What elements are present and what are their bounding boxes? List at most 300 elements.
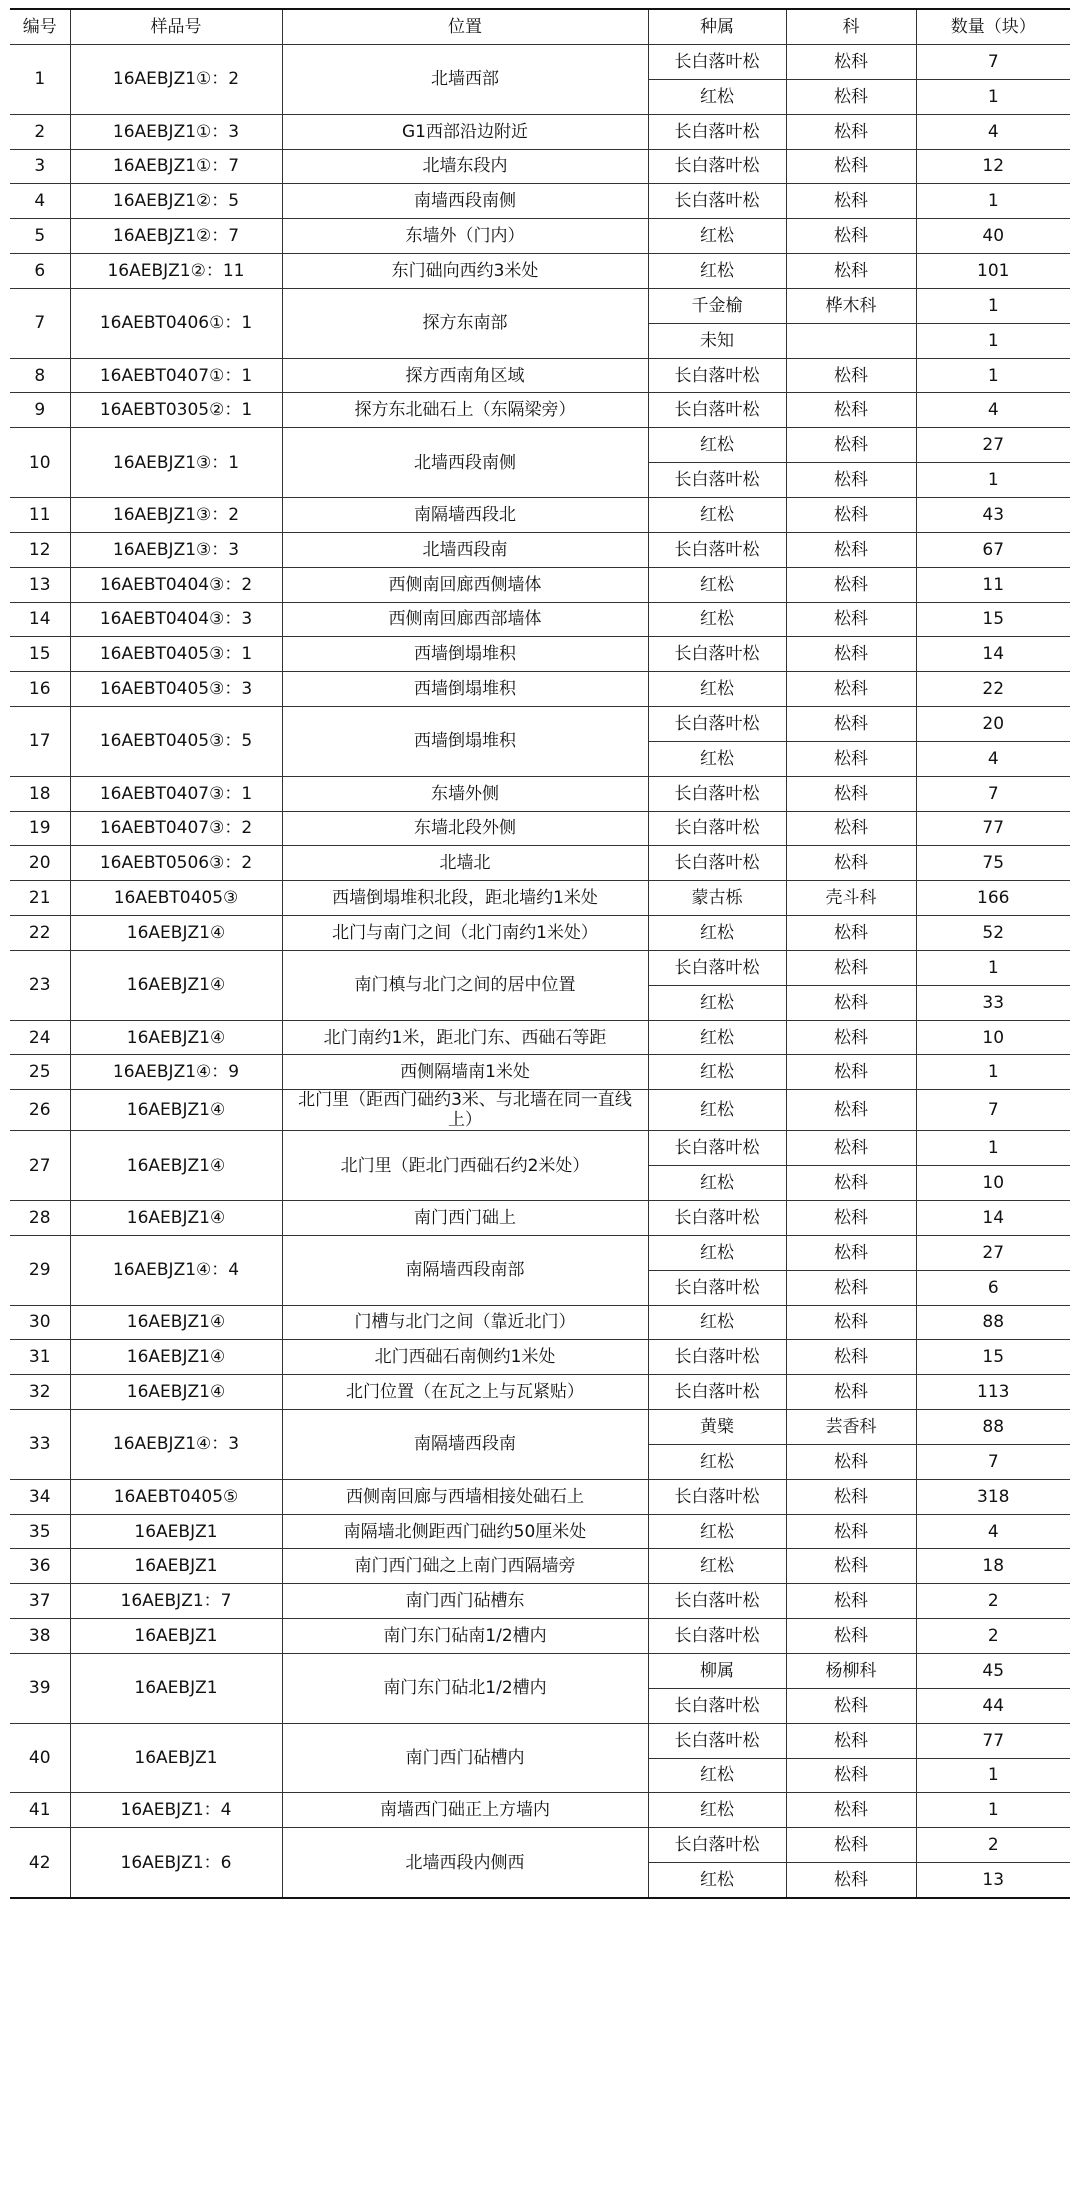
row-number-cell: 1	[10, 45, 70, 115]
header-cell-location: 位置	[282, 9, 648, 45]
sample-id-cell: 16AEBJZ1①：7	[70, 149, 282, 184]
table-row	[10, 1305, 1070, 1340]
species-cell: 长白落叶松	[648, 1479, 786, 1514]
row-number-cell: 4	[10, 184, 70, 219]
table-row	[10, 1055, 1070, 1090]
species-cell: 红松	[648, 672, 786, 707]
location-cell: 北门里（距北门西础石约2米处）	[282, 1131, 648, 1201]
table-row	[10, 1619, 1070, 1654]
count-cell: 15	[916, 602, 1070, 637]
location-cell: 南墙西段南侧	[282, 184, 648, 219]
row-number-cell: 28	[10, 1201, 70, 1236]
family-cell: 松科	[786, 1723, 916, 1758]
table-row	[10, 1584, 1070, 1619]
species-cell: 红松	[648, 79, 786, 114]
count-cell: 10	[916, 1166, 1070, 1201]
table-row	[10, 1020, 1070, 1055]
species-cell: 红松	[648, 1514, 786, 1549]
count-cell: 67	[916, 532, 1070, 567]
count-cell: 1	[916, 323, 1070, 358]
family-cell: 松科	[786, 1166, 916, 1201]
family-cell: 壳斗科	[786, 881, 916, 916]
table-row	[10, 184, 1070, 219]
family-cell: 松科	[786, 1479, 916, 1514]
table-row	[10, 1235, 1070, 1270]
sample-id-cell: 16AEBJZ1	[70, 1723, 282, 1793]
species-cell: 千金榆	[648, 288, 786, 323]
table-body	[10, 45, 1070, 1898]
row-number-cell: 24	[10, 1020, 70, 1055]
table-row	[10, 428, 1070, 463]
count-cell: 2	[916, 1828, 1070, 1863]
sample-id-cell: 16AEBT0406①：1	[70, 288, 282, 358]
family-cell: 松科	[786, 497, 916, 532]
row-number-cell: 37	[10, 1584, 70, 1619]
species-cell: 长白落叶松	[648, 1375, 786, 1410]
table-row	[10, 811, 1070, 846]
location-cell: 南门西门砧槽东	[282, 1584, 648, 1619]
location-cell: 南门东门砧南1/2槽内	[282, 1619, 648, 1654]
count-cell: 4	[916, 114, 1070, 149]
species-cell: 红松	[648, 428, 786, 463]
family-cell: 松科	[786, 219, 916, 254]
family-cell: 松科	[786, 184, 916, 219]
count-cell: 1	[916, 1793, 1070, 1828]
species-cell: 长白落叶松	[648, 184, 786, 219]
table-row	[10, 532, 1070, 567]
family-cell: 松科	[786, 532, 916, 567]
species-cell: 蒙古栎	[648, 881, 786, 916]
family-cell: 松科	[786, 1758, 916, 1793]
location-cell: 南隔墙西段北	[282, 497, 648, 532]
sample-id-cell: 16AEBJZ1	[70, 1514, 282, 1549]
row-number-cell: 7	[10, 288, 70, 358]
count-cell: 11	[916, 567, 1070, 602]
species-cell: 长白落叶松	[648, 463, 786, 498]
family-cell: 松科	[786, 254, 916, 289]
header-cell-sample: 样品号	[70, 9, 282, 45]
count-cell: 7	[916, 45, 1070, 80]
table-row	[10, 1131, 1070, 1166]
species-cell: 红松	[648, 1305, 786, 1340]
table-row	[10, 916, 1070, 951]
table-row	[10, 254, 1070, 289]
sample-id-cell: 16AEBJZ1④：4	[70, 1235, 282, 1305]
family-cell: 松科	[786, 1863, 916, 1898]
species-cell: 长白落叶松	[648, 358, 786, 393]
family-cell: 松科	[786, 45, 916, 80]
count-cell: 2	[916, 1584, 1070, 1619]
family-cell: 松科	[786, 602, 916, 637]
count-cell: 166	[916, 881, 1070, 916]
row-number-cell: 33	[10, 1410, 70, 1480]
count-cell: 14	[916, 637, 1070, 672]
location-cell: 南门西门础上	[282, 1201, 648, 1236]
species-cell: 长白落叶松	[648, 637, 786, 672]
count-cell: 77	[916, 811, 1070, 846]
table-row	[10, 149, 1070, 184]
location-cell: 北门位置（在瓦之上与瓦紧贴）	[282, 1375, 648, 1410]
location-cell: 南隔墙西段南部	[282, 1235, 648, 1305]
count-cell: 4	[916, 1514, 1070, 1549]
family-cell: 芸香科	[786, 1410, 916, 1445]
sample-id-cell: 16AEBT0305②：1	[70, 393, 282, 428]
sample-id-cell: 16AEBJZ1④：9	[70, 1055, 282, 1090]
location-cell: 北门南约1米，距北门东、西础石等距	[282, 1020, 648, 1055]
family-cell: 松科	[786, 358, 916, 393]
sample-id-cell: 16AEBJZ1：4	[70, 1793, 282, 1828]
sample-id-cell: 16AEBT0405③：5	[70, 707, 282, 777]
species-cell: 红松	[648, 1444, 786, 1479]
location-cell: 南门西门础之上南门西隔墙旁	[282, 1549, 648, 1584]
row-number-cell: 13	[10, 567, 70, 602]
table-row	[10, 1514, 1070, 1549]
species-cell: 长白落叶松	[648, 1688, 786, 1723]
species-cell: 长白落叶松	[648, 532, 786, 567]
species-cell: 长白落叶松	[648, 1619, 786, 1654]
family-cell: 松科	[786, 1020, 916, 1055]
count-cell: 1	[916, 1131, 1070, 1166]
count-cell: 15	[916, 1340, 1070, 1375]
species-cell: 黄檗	[648, 1410, 786, 1445]
table-row	[10, 1549, 1070, 1584]
table-row	[10, 776, 1070, 811]
count-cell: 7	[916, 1444, 1070, 1479]
count-cell: 27	[916, 1235, 1070, 1270]
family-cell: 松科	[786, 1305, 916, 1340]
row-number-cell: 19	[10, 811, 70, 846]
row-number-cell: 31	[10, 1340, 70, 1375]
row-number-cell: 36	[10, 1549, 70, 1584]
family-cell	[786, 323, 916, 358]
row-number-cell: 26	[10, 1090, 70, 1131]
family-cell: 松科	[786, 1444, 916, 1479]
location-cell: 北墙西部	[282, 45, 648, 115]
family-cell: 松科	[786, 393, 916, 428]
table-row	[10, 1340, 1070, 1375]
row-number-cell: 23	[10, 950, 70, 1020]
species-cell: 红松	[648, 602, 786, 637]
species-cell: 红松	[648, 1235, 786, 1270]
location-cell: 西侧南回廊西部墙体	[282, 602, 648, 637]
row-number-cell: 18	[10, 776, 70, 811]
table-row	[10, 1479, 1070, 1514]
family-cell: 松科	[786, 428, 916, 463]
family-cell: 松科	[786, 707, 916, 742]
species-cell: 长白落叶松	[648, 776, 786, 811]
family-cell: 杨柳科	[786, 1653, 916, 1688]
family-cell: 松科	[786, 1514, 916, 1549]
row-number-cell: 30	[10, 1305, 70, 1340]
table-row	[10, 1375, 1070, 1410]
species-cell: 红松	[648, 916, 786, 951]
row-number-cell: 22	[10, 916, 70, 951]
location-cell: 南墙西门础正上方墙内	[282, 1793, 648, 1828]
row-number-cell: 29	[10, 1235, 70, 1305]
row-number-cell: 39	[10, 1653, 70, 1723]
family-cell: 松科	[786, 1619, 916, 1654]
location-cell: 南门西门砧槽内	[282, 1723, 648, 1793]
sample-id-cell: 16AEBT0407①：1	[70, 358, 282, 393]
table-row	[10, 672, 1070, 707]
sample-id-cell: 16AEBJZ1④	[70, 950, 282, 1020]
species-cell: 长白落叶松	[648, 1270, 786, 1305]
sample-id-cell: 16AEBJZ1②：7	[70, 219, 282, 254]
table-row	[10, 114, 1070, 149]
sample-id-cell: 16AEBJZ1：6	[70, 1828, 282, 1898]
count-cell: 2	[916, 1619, 1070, 1654]
count-cell: 88	[916, 1410, 1070, 1445]
sample-id-cell: 16AEBJZ1③：1	[70, 428, 282, 498]
table-row	[10, 567, 1070, 602]
family-cell: 桦木科	[786, 288, 916, 323]
location-cell: 西墙倒塌堆积	[282, 672, 648, 707]
location-cell: 西侧南回廊西侧墙体	[282, 567, 648, 602]
family-cell: 松科	[786, 985, 916, 1020]
row-number-cell: 15	[10, 637, 70, 672]
table-row	[10, 602, 1070, 637]
count-cell: 18	[916, 1549, 1070, 1584]
row-number-cell: 41	[10, 1793, 70, 1828]
row-number-cell: 32	[10, 1375, 70, 1410]
species-cell: 红松	[648, 497, 786, 532]
family-cell: 松科	[786, 1375, 916, 1410]
location-cell: 北门里（距西门础约3米、与北墙在同一直线上）	[282, 1090, 648, 1131]
sample-id-cell: 16AEBT0405③	[70, 881, 282, 916]
table-row	[10, 950, 1070, 985]
family-cell: 松科	[786, 776, 916, 811]
species-cell: 柳属	[648, 1653, 786, 1688]
count-cell: 1	[916, 1055, 1070, 1090]
table-row	[10, 1653, 1070, 1688]
count-cell: 20	[916, 707, 1070, 742]
count-cell: 27	[916, 428, 1070, 463]
sample-id-cell: 16AEBJZ1	[70, 1653, 282, 1723]
table-row	[10, 1090, 1070, 1131]
row-number-cell: 12	[10, 532, 70, 567]
location-cell: 西侧南回廊与西墙相接处础石上	[282, 1479, 648, 1514]
header-cell-species: 种属	[648, 9, 786, 45]
count-cell: 43	[916, 497, 1070, 532]
sample-id-cell: 16AEBJZ1③：2	[70, 497, 282, 532]
row-number-cell: 17	[10, 707, 70, 777]
location-cell: 东墙北段外侧	[282, 811, 648, 846]
count-cell: 40	[916, 219, 1070, 254]
family-cell: 松科	[786, 1270, 916, 1305]
sample-id-cell: 16AEBJZ1④	[70, 1305, 282, 1340]
species-cell: 红松	[648, 1055, 786, 1090]
species-cell: 长白落叶松	[648, 1828, 786, 1863]
location-cell: 北墙西段内侧西	[282, 1828, 648, 1898]
species-cell: 红松	[648, 1793, 786, 1828]
species-cell: 长白落叶松	[648, 1131, 786, 1166]
table-row	[10, 288, 1070, 323]
species-cell: 长白落叶松	[648, 846, 786, 881]
family-cell: 松科	[786, 1549, 916, 1584]
header-cell-family: 科	[786, 9, 916, 45]
family-cell: 松科	[786, 1793, 916, 1828]
sample-id-cell: 16AEBT0407③：2	[70, 811, 282, 846]
location-cell: 东墙外（门内）	[282, 219, 648, 254]
species-cell: 红松	[648, 1863, 786, 1898]
count-cell: 1	[916, 184, 1070, 219]
family-cell: 松科	[786, 1201, 916, 1236]
table-row	[10, 1828, 1070, 1863]
species-cell: 长白落叶松	[648, 1723, 786, 1758]
header-row	[10, 9, 1070, 45]
table-row	[10, 1723, 1070, 1758]
table-row	[10, 1793, 1070, 1828]
family-cell: 松科	[786, 846, 916, 881]
family-cell: 松科	[786, 114, 916, 149]
family-cell: 松科	[786, 79, 916, 114]
species-cell: 红松	[648, 1758, 786, 1793]
count-cell: 113	[916, 1375, 1070, 1410]
sample-id-cell: 16AEBT0404③：2	[70, 567, 282, 602]
table-row	[10, 358, 1070, 393]
sample-id-cell: 16AEBJZ1④	[70, 1020, 282, 1055]
count-cell: 318	[916, 1479, 1070, 1514]
table-row	[10, 219, 1070, 254]
location-cell: 西墙倒塌堆积北段，距北墙约1米处	[282, 881, 648, 916]
location-cell: 西墙倒塌堆积	[282, 637, 648, 672]
count-cell: 33	[916, 985, 1070, 1020]
specimen-table	[10, 8, 1070, 1899]
location-cell: 北墙东段内	[282, 149, 648, 184]
family-cell: 松科	[786, 741, 916, 776]
count-cell: 1	[916, 463, 1070, 498]
species-cell: 未知	[648, 323, 786, 358]
sample-id-cell: 16AEBJZ1	[70, 1619, 282, 1654]
count-cell: 1	[916, 79, 1070, 114]
family-cell: 松科	[786, 567, 916, 602]
row-number-cell: 38	[10, 1619, 70, 1654]
row-number-cell: 2	[10, 114, 70, 149]
family-cell: 松科	[786, 811, 916, 846]
sample-id-cell: 16AEBT0404③：3	[70, 602, 282, 637]
row-number-cell: 14	[10, 602, 70, 637]
location-cell: 南隔墙北侧距西门础约50厘米处	[282, 1514, 648, 1549]
table-row	[10, 1410, 1070, 1445]
species-cell: 红松	[648, 567, 786, 602]
count-cell: 44	[916, 1688, 1070, 1723]
table-row	[10, 707, 1070, 742]
species-cell: 红松	[648, 254, 786, 289]
location-cell: G1西部沿边附近	[282, 114, 648, 149]
row-number-cell: 34	[10, 1479, 70, 1514]
sample-id-cell: 16AEBJZ1①：2	[70, 45, 282, 115]
species-cell: 红松	[648, 1020, 786, 1055]
sample-id-cell: 16AEBT0405③：1	[70, 637, 282, 672]
sample-id-cell: 16AEBT0405③：3	[70, 672, 282, 707]
header-cell-no: 编号	[10, 9, 70, 45]
sample-id-cell: 16AEBJZ1④	[70, 1340, 282, 1375]
row-number-cell: 21	[10, 881, 70, 916]
row-number-cell: 9	[10, 393, 70, 428]
location-cell: 北墙西段南	[282, 532, 648, 567]
species-cell: 长白落叶松	[648, 1584, 786, 1619]
sample-id-cell: 16AEBJZ1④	[70, 1201, 282, 1236]
sample-id-cell: 16AEBJZ1④	[70, 1090, 282, 1131]
species-cell: 长白落叶松	[648, 1340, 786, 1375]
family-cell: 松科	[786, 1688, 916, 1723]
family-cell: 松科	[786, 1584, 916, 1619]
count-cell: 101	[916, 254, 1070, 289]
location-cell: 南隔墙西段南	[282, 1410, 648, 1480]
row-number-cell: 3	[10, 149, 70, 184]
row-number-cell: 10	[10, 428, 70, 498]
sample-id-cell: 16AEBJZ1④	[70, 1131, 282, 1201]
sample-id-cell: 16AEBJZ1：7	[70, 1584, 282, 1619]
count-cell: 75	[916, 846, 1070, 881]
table-row	[10, 45, 1070, 80]
species-cell: 红松	[648, 1166, 786, 1201]
sample-id-cell: 16AEBT0407③：1	[70, 776, 282, 811]
row-number-cell: 11	[10, 497, 70, 532]
family-cell: 松科	[786, 1055, 916, 1090]
count-cell: 4	[916, 741, 1070, 776]
location-cell: 西墙倒塌堆积	[282, 707, 648, 777]
count-cell: 22	[916, 672, 1070, 707]
row-number-cell: 25	[10, 1055, 70, 1090]
location-cell: 东门础向西约3米处	[282, 254, 648, 289]
table-row	[10, 497, 1070, 532]
family-cell: 松科	[786, 950, 916, 985]
count-cell: 1	[916, 288, 1070, 323]
count-cell: 1	[916, 950, 1070, 985]
species-cell: 长白落叶松	[648, 950, 786, 985]
family-cell: 松科	[786, 1131, 916, 1166]
location-cell: 探方西南角区域	[282, 358, 648, 393]
species-cell: 长白落叶松	[648, 45, 786, 80]
sample-id-cell: 16AEBJZ1①：3	[70, 114, 282, 149]
species-cell: 红松	[648, 985, 786, 1020]
family-cell: 松科	[786, 916, 916, 951]
species-cell: 红松	[648, 741, 786, 776]
count-cell: 7	[916, 776, 1070, 811]
sample-id-cell: 16AEBT0506③：2	[70, 846, 282, 881]
count-cell: 77	[916, 1723, 1070, 1758]
family-cell: 松科	[786, 463, 916, 498]
sample-id-cell: 16AEBJZ1④	[70, 916, 282, 951]
family-cell: 松科	[786, 1828, 916, 1863]
family-cell: 松科	[786, 1235, 916, 1270]
location-cell: 南门槙与北门之间的居中位置	[282, 950, 648, 1020]
species-cell: 红松	[648, 219, 786, 254]
location-cell: 北墙西段南侧	[282, 428, 648, 498]
row-number-cell: 8	[10, 358, 70, 393]
header-cell-count: 数量（块）	[916, 9, 1070, 45]
sample-id-cell: 16AEBJZ1	[70, 1549, 282, 1584]
sample-id-cell: 16AEBJZ1②：11	[70, 254, 282, 289]
sample-id-cell: 16AEBJZ1④：3	[70, 1410, 282, 1480]
family-cell: 松科	[786, 149, 916, 184]
count-cell: 12	[916, 149, 1070, 184]
location-cell: 探方东北础石上（东隔梁旁）	[282, 393, 648, 428]
row-number-cell: 40	[10, 1723, 70, 1793]
row-number-cell: 42	[10, 1828, 70, 1898]
count-cell: 4	[916, 393, 1070, 428]
row-number-cell: 6	[10, 254, 70, 289]
count-cell: 7	[916, 1090, 1070, 1131]
count-cell: 14	[916, 1201, 1070, 1236]
species-cell: 红松	[648, 1090, 786, 1131]
location-cell: 西侧隔墙南1米处	[282, 1055, 648, 1090]
family-cell: 松科	[786, 1340, 916, 1375]
species-cell: 长白落叶松	[648, 811, 786, 846]
count-cell: 45	[916, 1653, 1070, 1688]
table-row	[10, 1201, 1070, 1236]
